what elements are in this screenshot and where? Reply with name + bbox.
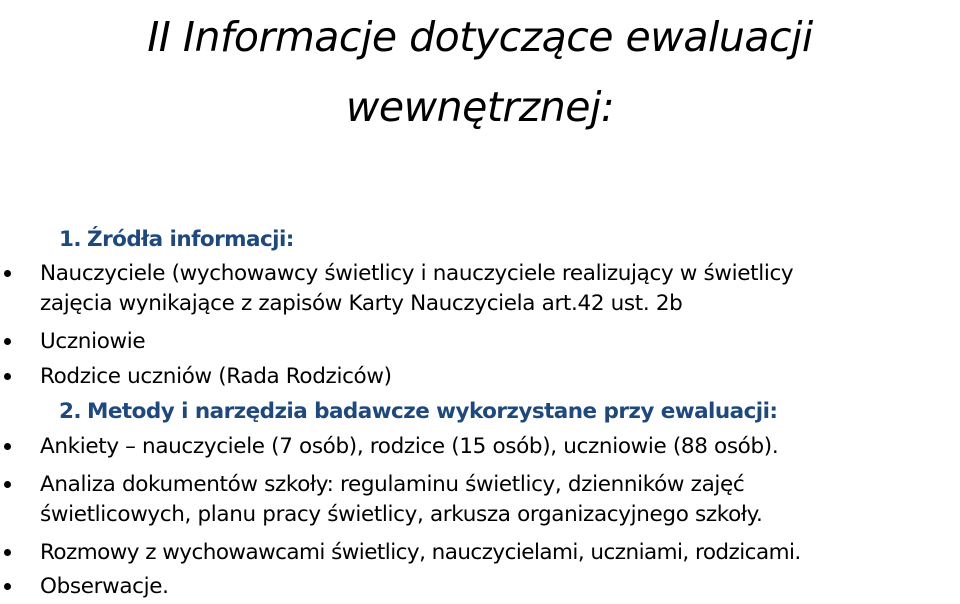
list-item-interviews: Rozmowy z wychowawcami świetlicy, nauczycielami, uczniami, rodzicami. [40,540,801,565]
bullet-icon [4,443,11,450]
section-heading-text: Metody i narzędzia badawcze wykorzystane przy ewaluacji: [87,399,778,424]
list-item-document-analysis-line-1: Analiza dokumentów szkoły: regulaminu świetlicy, dzienników zajęć [40,472,745,497]
list-item-surveys: Ankiety – nauczyciele (7 osób), rodzice (15 osób), uczniowie (88 osób). [40,434,779,459]
title-line-2: wewnętrznej: [345,83,615,131]
section-number: 2. [59,399,82,424]
bullet-icon [4,481,11,488]
section-heading-methods [59,397,777,427]
list-item-document-analysis-line-2: świetlicowych, planu pracy świetlicy, arkusza organizacyjnego szkoły. [40,502,763,527]
bullet-icon [4,338,11,345]
section-heading-text: Źródła informacji: [87,227,294,252]
bullet-icon [4,549,11,556]
bullet-icon [4,583,11,590]
list-item-teachers-line-1: Nauczyciele (wychowawcy świetlicy i nauczyciele realizujący w świetlicy [40,261,794,286]
list-item-parents: Rodzice uczniów (Rada Rodziców) [40,364,392,389]
list-item-observations: Obserwacje. [40,574,169,599]
section-heading-sources [59,225,294,255]
bullet-icon [4,373,11,380]
title-line-1: II Informacje dotyczące ewaluacji [147,13,813,61]
slide-title [0,2,960,142]
list-item-students: Uczniowie [40,329,146,354]
list-item-teachers-line-2: zajęcia wynikające z zapisów Karty Nauczyciela art.42 ust. 2b [40,291,683,316]
section-number: 1. [59,227,82,252]
bullet-icon [4,270,11,277]
